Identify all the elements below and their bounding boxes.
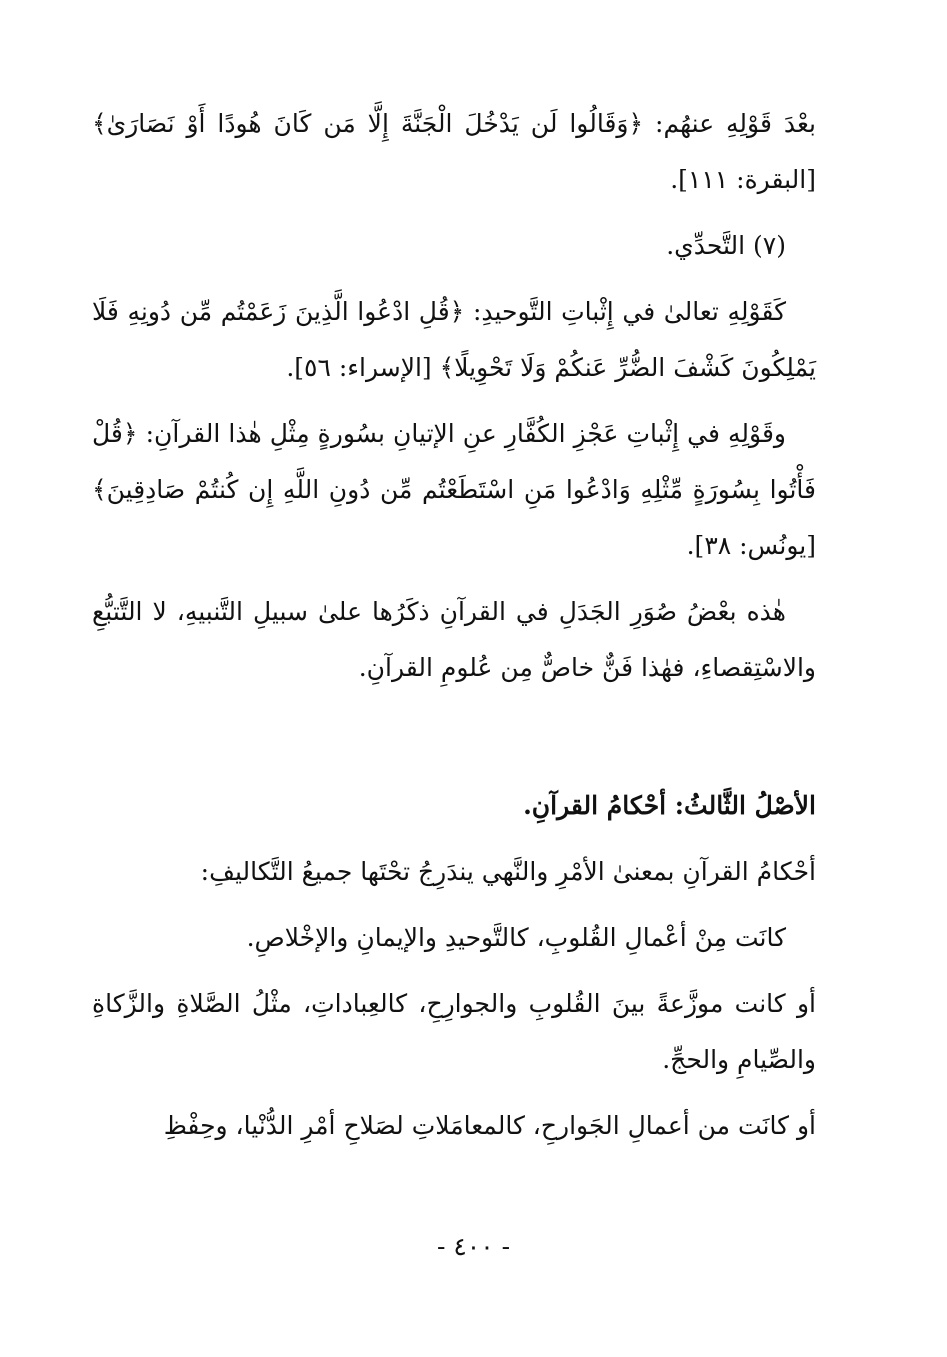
paragraph-transactions: أو كانَت من أعمالِ الجَوارحِ، كالمعامَلاتِ لصَلاحِ أمْرِ الدُّنْيا، وحِفْظِ bbox=[163, 1111, 816, 1140]
page-number: - ٤٠٠ - bbox=[436, 1232, 511, 1261]
paragraph-summary: هٰذه بعْضُ صُوَرِ الجَدَلِ في القرآنِ ذكَرُها علىٰ سبيلِ التَّنبيهِ، لا التَّتبُّعِ والاسْتِقصاءِ، فهٰذا فَنٌّ خاصٌّ مِن عُلومِ القرآنِ. bbox=[92, 597, 816, 682]
paragraph-heart-deeds: كانَت مِنْ أعْمالِ القُلوبِ، كالتَّوحيدِ والإيمانِ والإخْلاصِ. bbox=[246, 923, 786, 952]
paragraph-rulings-intro: أحْكامُ القرآنِ بمعنىٰ الأمْرِ والنَّهي يندَرِجُ تحْتَها جميعُ التَّكاليفِ: bbox=[200, 857, 816, 886]
paragraph-worship: أو كانت موزَّعةً بينَ القُلوبِ والجوارِحِ، كالعِباداتِ، مثْلُ الصَّلاةِ والزَّكاةِ والصِّيامِ والحجِّ. bbox=[92, 989, 816, 1074]
paragraph-isra-quote: كَقَوْلِهِ تعالىٰ في إِثْباتِ التَّوحيدِ: ﴿قُلِ ادْعُوا الَّذِينَ زَعَمْتُم مِّن دُونِهِ فَلَا يَمْلِكُونَ كَشْفَ الضُّرِّ عَنكُمْ وَلَا تَحْوِيلًا﴾ [الإسراء: ٥٦]. bbox=[92, 297, 816, 382]
page-body bbox=[92, 96, 816, 1164]
paragraph-challenge-heading: (٧) التَّحدِّي. bbox=[666, 231, 786, 260]
section-gap bbox=[92, 706, 816, 778]
paragraph-baqarah-quote: بعْدَ قَوْلِهِ عنهُم: ﴿وَقَالُوا لَن يَدْخُلَ الْجَنَّةَ إِلَّا مَن كَانَ هُودًا أَوْ نَصَارَىٰ﴾ [البقرة: ١١١]. bbox=[92, 109, 816, 194]
section-heading: الأصْلُ الثَّالثُ: أحْكامُ القرآنِ. bbox=[523, 791, 816, 820]
paragraph-yunus-quote: وقَوْلِهِ في إِثْباتِ عَجْزِ الكُفَّارِ عنِ الإتيانِ بسُورةٍ مِثْلِ هٰذا القرآنِ: ﴿قُلْ فَأْتُوا بِسُورَةٍ مِّثْلِهِ وَادْعُوا مَنِ اسْتَطَعْتُم مِّن دُونِ اللَّهِ إِن كُنتُمْ صَادِقِينَ﴾ [يونُس: ٣٨]. bbox=[92, 419, 816, 560]
